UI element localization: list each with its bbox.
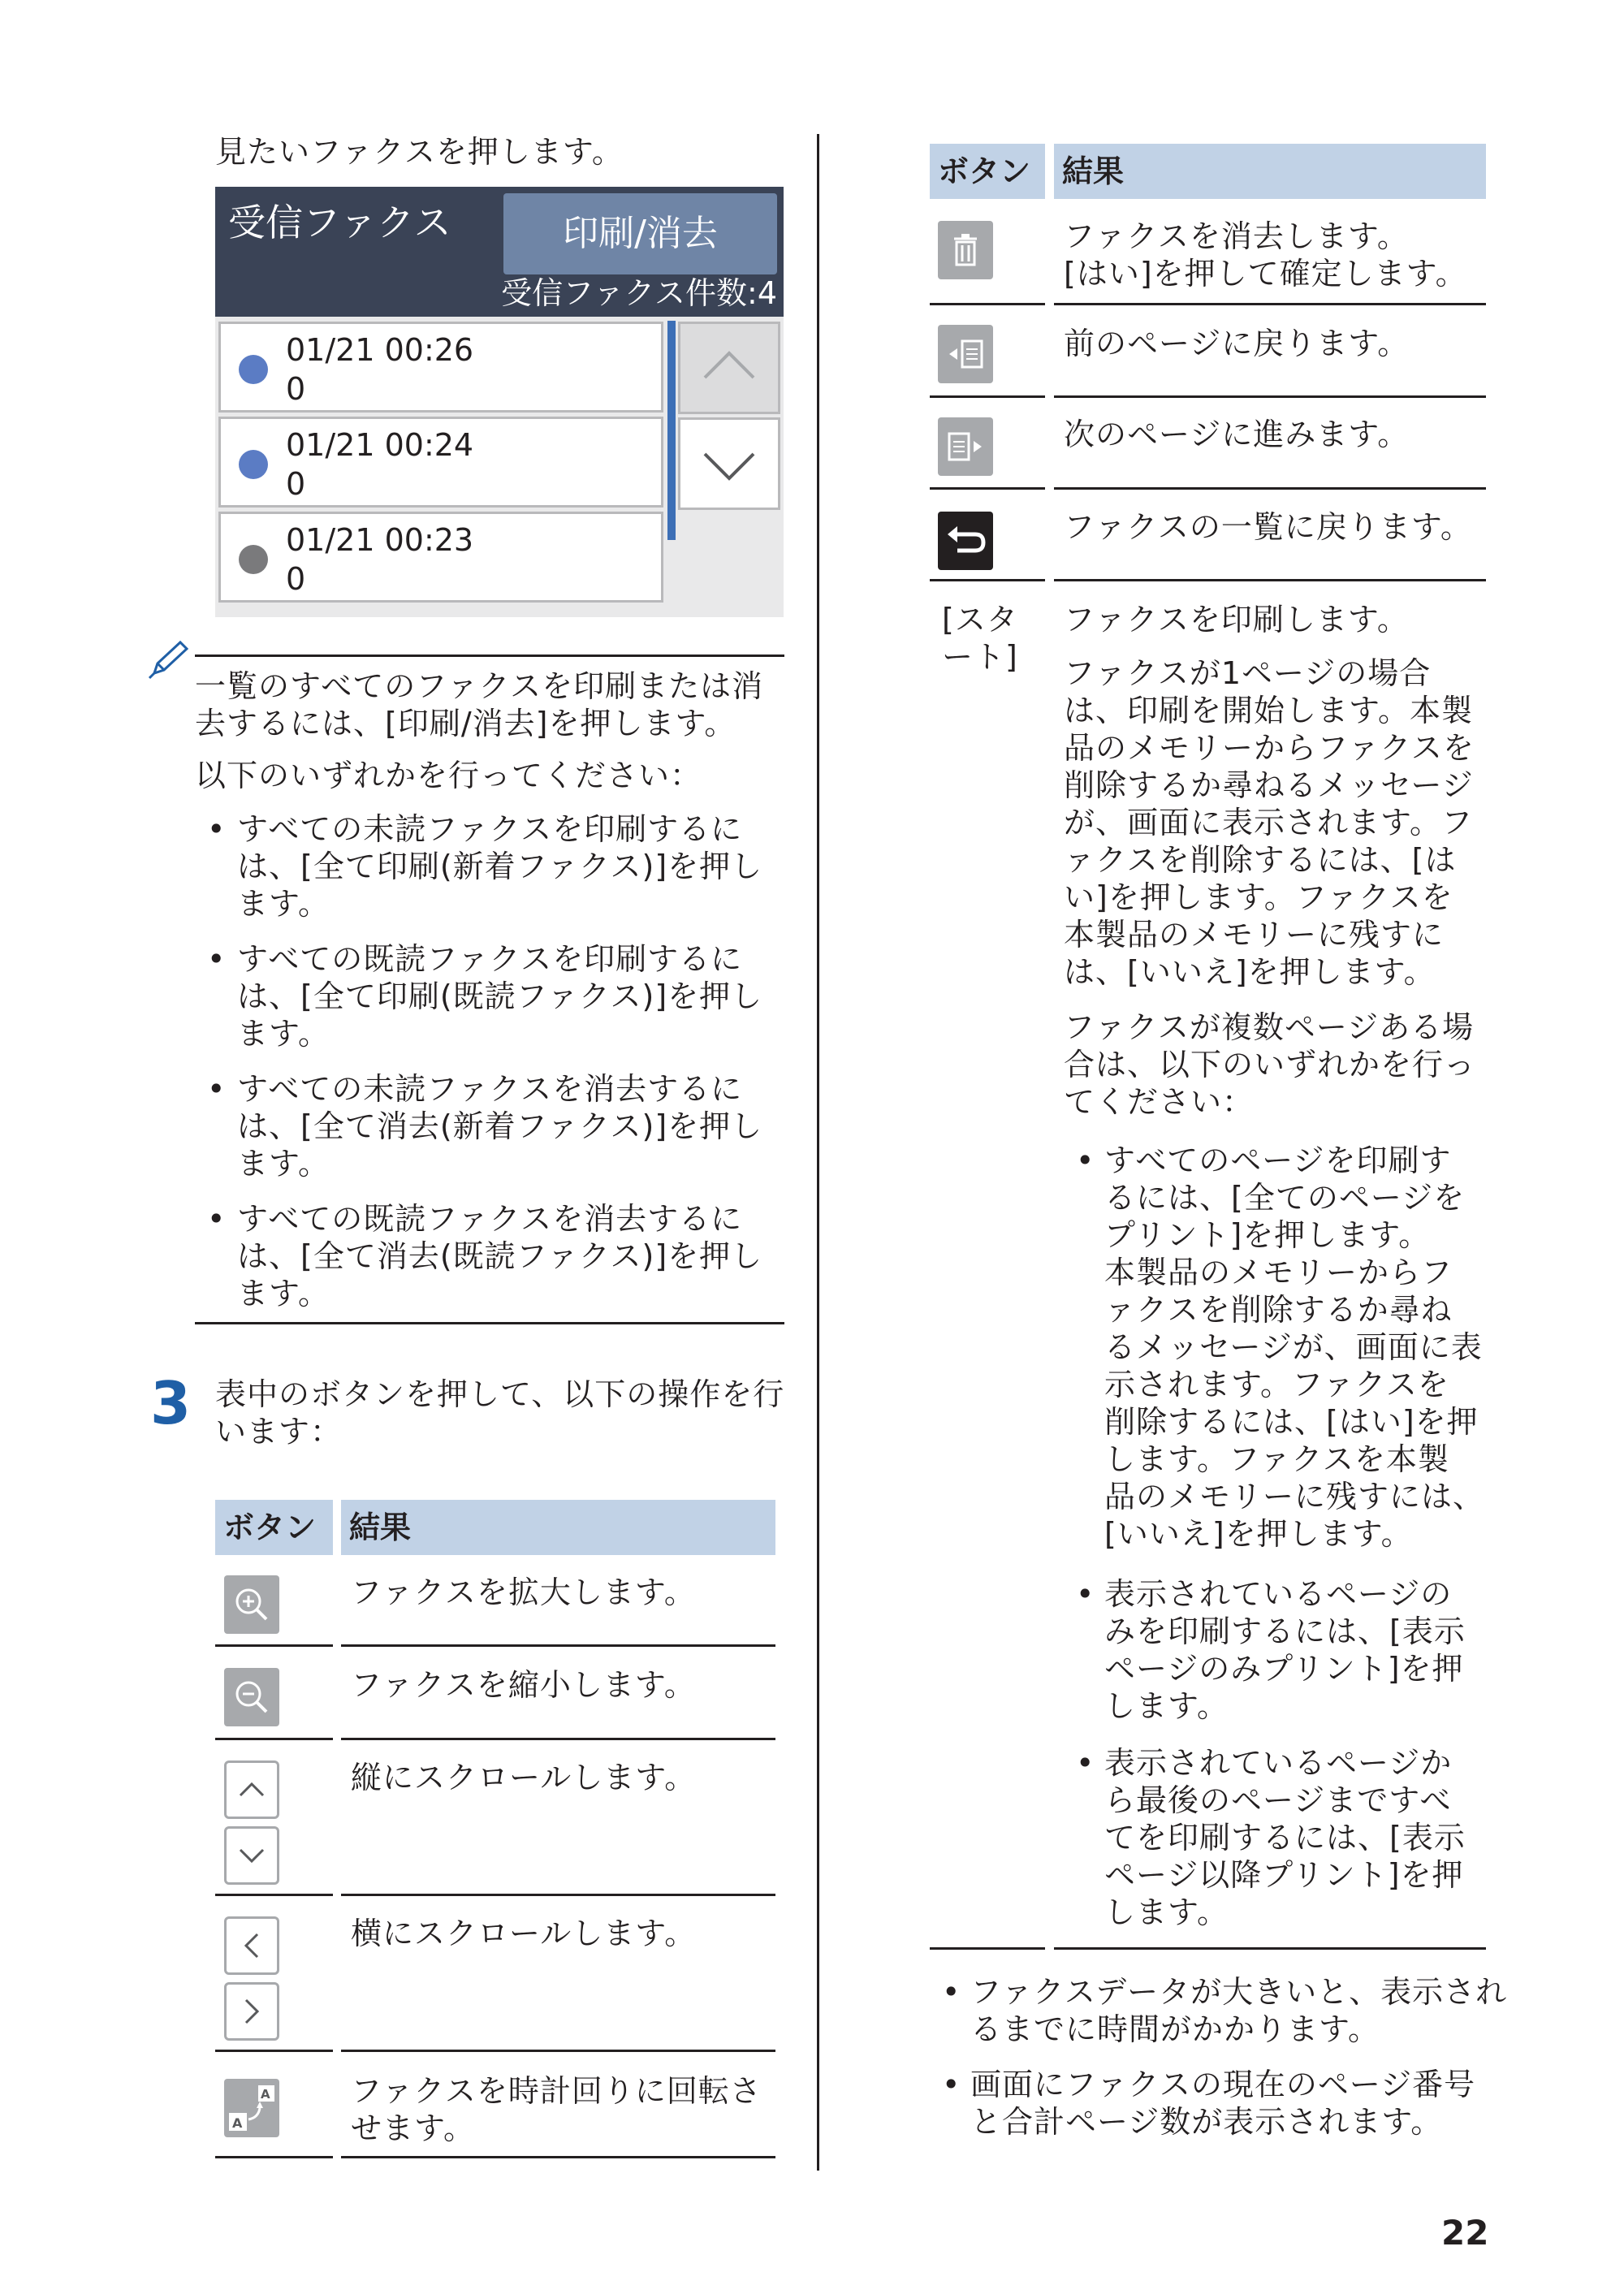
row-rule bbox=[341, 1738, 775, 1740]
left-row-5-text-line-2: せます。 bbox=[351, 2110, 475, 2146]
footer-note-2-line-2: と合計ページ数が表示されます。 bbox=[970, 2104, 1443, 2140]
start-para1-line-1: ファクスが1ページの場合 bbox=[1064, 655, 1432, 691]
start-para2-line-2: 合は、以下のいずれかを行っ bbox=[1064, 1047, 1476, 1082]
fax-page-count: 0 bbox=[286, 371, 306, 407]
start-label-line-2: ート] bbox=[942, 639, 1018, 675]
start-para1-line-7: い]を押します。ファクスを bbox=[1064, 879, 1453, 915]
start-para1-line-2: は、印刷を開始します。本製 bbox=[1064, 693, 1473, 728]
start-bullet-2-line-3: ページのみプリント]を押 bbox=[1104, 1651, 1464, 1687]
bullet-dot: • bbox=[942, 1974, 961, 2010]
row-rule bbox=[341, 1644, 775, 1647]
row-rule bbox=[215, 2050, 333, 2052]
table-header-button: ボタン bbox=[215, 1500, 333, 1555]
footer-note-1-line-2: るまでに時間がかかります。 bbox=[970, 2011, 1380, 2047]
scroll-up-icon bbox=[224, 1760, 279, 1819]
start-bullet-1-line-3: プリント]を押します。 bbox=[1104, 1217, 1431, 1253]
start-para1-line-4: 削除するか尋ねるメッセージ bbox=[1064, 767, 1474, 803]
list-scrollbar[interactable] bbox=[667, 321, 676, 540]
scroll-down-icon bbox=[224, 1826, 279, 1885]
left-row-3-text: 縦にスクロールします。 bbox=[351, 1760, 697, 1795]
row-rule bbox=[930, 1947, 1045, 1950]
bullet-dot: • bbox=[1076, 1745, 1095, 1781]
note-item-4-line-2: は、[全て消去(既読ファクス)]を押し bbox=[237, 1238, 763, 1274]
start-para1-line-8: 本製品のメモリーに残すに bbox=[1064, 917, 1445, 953]
row-rule bbox=[1054, 487, 1486, 490]
fax-datetime: 01/21 00:23 bbox=[286, 522, 474, 558]
start-para1-line-3: 品のメモリーからファクスを bbox=[1064, 730, 1475, 766]
back-icon bbox=[938, 512, 993, 570]
note-item-3-line-3: ます。 bbox=[237, 1146, 330, 1182]
fax-page-count: 0 bbox=[286, 466, 306, 502]
note-item-3-line-1: すべての未読ファクスを消去するに bbox=[237, 1071, 743, 1107]
start-bullet-3-line-4: ページ以降プリント]を押 bbox=[1104, 1857, 1464, 1893]
start-bullet-1-line-2: るには、[全てのページを bbox=[1104, 1180, 1466, 1216]
lcd-title: 受信ファクス bbox=[228, 201, 451, 244]
step-3-line-1: 表中のボタンを押して、以下の操作を行 bbox=[215, 1376, 785, 1412]
right-row-1-text-line-1: ファクスを消去します。 bbox=[1064, 218, 1409, 254]
left-row-5-text-line-1: ファクスを時計回りに回転さ bbox=[351, 2073, 762, 2109]
start-para1-line-9: は、[いいえ]を押します。 bbox=[1064, 954, 1436, 990]
note-item-2-line-2: は、[全て印刷(既読ファクス)]を押し bbox=[237, 979, 763, 1014]
start-bullet-1-line-1: すべてのページを印刷す bbox=[1104, 1143, 1452, 1178]
print-delete-button[interactable]: 印刷/消去 bbox=[503, 193, 777, 274]
left-row-1-text: ファクスを拡大します。 bbox=[351, 1575, 696, 1610]
row-rule bbox=[1054, 303, 1486, 305]
row-rule bbox=[215, 1894, 333, 1896]
svg-text:A: A bbox=[261, 2087, 270, 2102]
chevron-up-icon bbox=[680, 324, 778, 412]
row-rule bbox=[215, 1738, 333, 1740]
note-item-1-line-3: ます。 bbox=[237, 886, 330, 922]
svg-text:A: A bbox=[232, 2115, 243, 2131]
start-bullet-1-line-8: 削除するには、[はい]を押 bbox=[1104, 1404, 1479, 1440]
start-label-line-1: [スタ bbox=[942, 602, 1018, 637]
row-rule bbox=[341, 1894, 775, 1896]
fax-datetime: 01/21 00:24 bbox=[286, 427, 474, 463]
note-item-4-line-3: ます。 bbox=[237, 1276, 330, 1311]
zoom-out-icon bbox=[224, 1668, 279, 1726]
scroll-right-icon bbox=[224, 1982, 279, 2041]
note-item-4-line-1: すべての既読ファクスを消去するに bbox=[237, 1201, 743, 1237]
scroll-down-button[interactable] bbox=[678, 417, 780, 510]
bullet-dot: • bbox=[1076, 1576, 1095, 1612]
start-bullet-3-line-2: ら最後のページまですべ bbox=[1104, 1782, 1452, 1818]
start-bullet-1-line-10: 品のメモリーに残すには、 bbox=[1104, 1479, 1485, 1514]
table-header-result: 結果 bbox=[1054, 144, 1486, 199]
pencil-note-icon bbox=[146, 637, 192, 683]
start-bullet-1-line-6: るメッセージが、画面に表 bbox=[1104, 1329, 1483, 1365]
row-rule bbox=[215, 2156, 333, 2158]
table-header-button: ボタン bbox=[930, 144, 1045, 199]
row-rule bbox=[930, 303, 1045, 305]
row-rule bbox=[930, 487, 1045, 490]
note-line-1: 一覧のすべてのファクスを印刷または消 bbox=[195, 668, 764, 704]
step-3-line-2: います： bbox=[215, 1414, 343, 1449]
lcd-header bbox=[215, 187, 784, 317]
row-rule bbox=[341, 2050, 775, 2052]
zoom-in-icon bbox=[224, 1575, 279, 1634]
bullet-dot: • bbox=[207, 1201, 226, 1237]
previous-page-icon bbox=[938, 325, 993, 383]
rotate-icon bbox=[224, 2079, 279, 2137]
row-rule bbox=[1054, 579, 1486, 581]
note-item-2-line-3: ます。 bbox=[237, 1016, 330, 1052]
bullet-dot: • bbox=[942, 2067, 961, 2102]
start-bullet-1-line-4: 本製品のメモリーからフ bbox=[1104, 1255, 1453, 1290]
note-lead: 以下のいずれかを行ってください： bbox=[195, 758, 702, 793]
bullet-dot: • bbox=[1076, 1143, 1095, 1178]
note-item-3-line-2: は、[全て消去(新着ファクス)]を押し bbox=[237, 1108, 763, 1144]
start-bullet-2-line-2: みを印刷するには、[表示 bbox=[1104, 1614, 1466, 1649]
start-bullet-1-line-9: します。ファクスを本製 bbox=[1104, 1441, 1449, 1477]
note-item-1-line-1: すべての未読ファクスを印刷するに bbox=[237, 811, 743, 847]
bullet-dot: • bbox=[207, 941, 226, 977]
chevron-down-icon bbox=[680, 420, 778, 508]
start-bullet-3-line-5: します。 bbox=[1104, 1894, 1229, 1930]
start-para1-line-6: ァクスを削除するには、[は bbox=[1064, 842, 1457, 878]
trash-icon bbox=[938, 221, 993, 279]
start-bullet-2-line-4: します。 bbox=[1104, 1688, 1229, 1724]
fax-page-count: 0 bbox=[286, 561, 306, 597]
note-line-2: 去するには、[印刷/消去]を押します。 bbox=[195, 706, 736, 741]
start-bullet-1-line-5: ァクスを削除するか尋ね bbox=[1104, 1292, 1453, 1328]
bullet-dot: • bbox=[207, 1071, 226, 1107]
note-bottom-rule bbox=[195, 1322, 784, 1324]
note-item-2-line-1: すべての既読ファクスを印刷するに bbox=[237, 941, 743, 977]
row-rule bbox=[930, 579, 1045, 581]
row-rule bbox=[1054, 395, 1486, 398]
lcd-screen bbox=[215, 187, 784, 617]
row-rule bbox=[1054, 1947, 1486, 1950]
next-page-icon bbox=[938, 417, 993, 476]
right-row-4-text: ファクスの一覧に戻ります。 bbox=[1064, 509, 1472, 545]
fax-list-item[interactable] bbox=[218, 512, 663, 603]
start-para2-line-3: てください： bbox=[1064, 1084, 1255, 1120]
right-row-1-text-line-2: [はい]を押して確定します。 bbox=[1064, 256, 1467, 292]
row-rule bbox=[930, 395, 1045, 398]
note-top-rule bbox=[195, 655, 784, 657]
start-bullet-1-line-11: [いいえ]を押します。 bbox=[1104, 1516, 1413, 1552]
start-first: ファクスを印刷します。 bbox=[1064, 602, 1409, 637]
scroll-left-icon bbox=[224, 1916, 279, 1975]
start-bullet-1-line-7: 示されます。ファクスを bbox=[1104, 1367, 1449, 1402]
fax-datetime: 01/21 00:26 bbox=[286, 332, 474, 368]
fax-list-item[interactable] bbox=[218, 417, 663, 508]
right-row-3-text: 次のページに進みます。 bbox=[1064, 417, 1410, 452]
footer-note-2-line-1: 画面にファクスの現在のページ番号 bbox=[970, 2067, 1476, 2102]
start-bullet-2-line-1: 表示されているページの bbox=[1104, 1576, 1453, 1612]
note-item-1-line-2: は、[全て印刷(新着ファクス)]を押し bbox=[237, 849, 763, 884]
step-number: 3 bbox=[150, 1369, 192, 1437]
footer-note-1-line-1: ファクスデータが大きいと、表示され bbox=[970, 1974, 1508, 2010]
fax-list-item[interactable] bbox=[218, 322, 663, 413]
unread-dot-icon bbox=[239, 450, 268, 479]
bullet-dot: • bbox=[207, 811, 226, 847]
unread-dot-icon bbox=[239, 355, 268, 384]
read-dot-icon bbox=[239, 545, 268, 574]
column-divider bbox=[817, 134, 819, 2171]
left-row-4-text: 横にスクロールします。 bbox=[351, 1916, 697, 1951]
table-header-result: 結果 bbox=[341, 1500, 775, 1555]
fax-count: 受信ファクス件数:4 bbox=[501, 275, 777, 311]
start-bullet-3-line-1: 表示されているページか bbox=[1104, 1745, 1453, 1781]
intro-text: 見たいファクスを押します。 bbox=[215, 134, 624, 170]
row-rule bbox=[215, 1644, 333, 1647]
start-bullet-3-line-3: てを印刷するには、[表示 bbox=[1104, 1820, 1466, 1856]
left-row-2-text: ファクスを縮小します。 bbox=[351, 1667, 696, 1703]
row-rule bbox=[341, 2156, 775, 2158]
start-para2-line-1: ファクスが複数ページある場 bbox=[1064, 1009, 1475, 1045]
page-number: 22 bbox=[1441, 2213, 1489, 2253]
start-para1-line-5: が、画面に表示されます。フ bbox=[1064, 805, 1473, 840]
right-row-2-text: 前のページに戻ります。 bbox=[1064, 326, 1410, 361]
scroll-up-button[interactable] bbox=[678, 322, 780, 414]
